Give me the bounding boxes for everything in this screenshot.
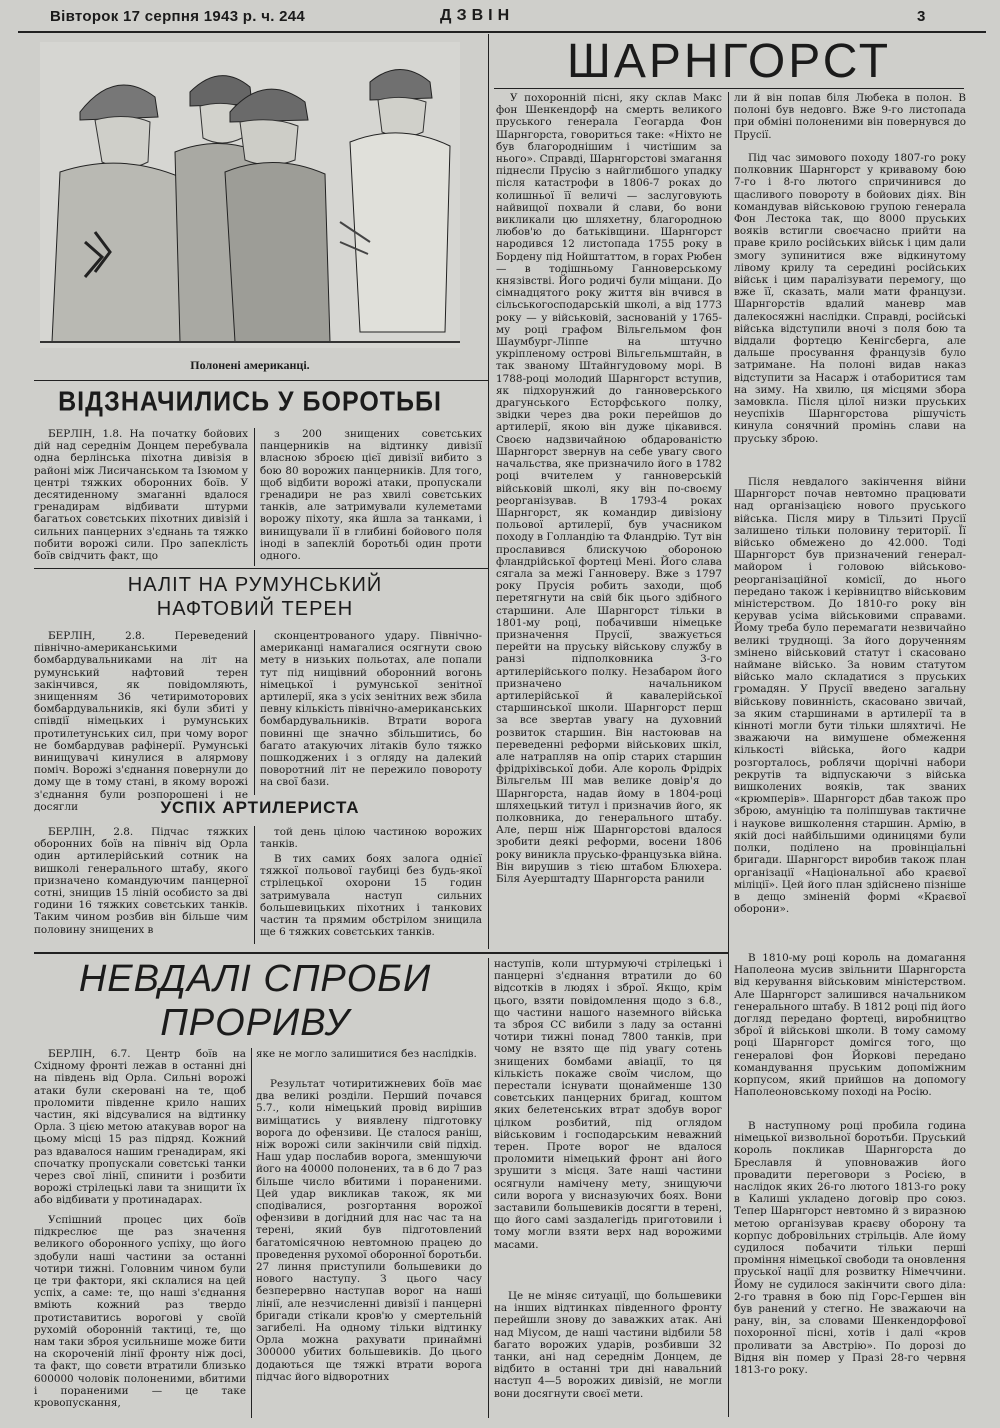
sharnhorst-col-1: У похоронній пісні, яку склав Макс фон Шенкендорф на смерть великого пруського генерала Геогарда Фон Шарнгорста, говориться таке: «Ніхто не був благороднішим і чистішим за нього». Справді, Шарнгорстові змагання піднесли Прусію з найглибшого упадку після катастрофи в 1806-7 роках до колишньої її величі — заслуговують найвищої похвали й слави, бо вони викликали цю шляхетну, благородною любов'ю до батьківщини. Шарнгорст народився 12 листопада 1755 року в Бордену під Нойштаттом, в горах Рюбен — в тодішньому Ганноверському князівстві. Його родичі були міщани. До сімнадцятого року життя він вчився в сільськогосподарській школі, а від 1773 року — у військовій, заснованій у 1765-му році графом Вільгельмом фон Шаумбург-Ліппе на штучно укріпленому острові Вільгельмштайн, в так званому Штайнгудовому морі. В 1788-році молодий Шарнгорст вступив, як підхорунжий до ганноверського драгунського Есторфського полку, звідки через два роки перейшов до артилерії, якою він дуже цікавився. Своєю надзвичайною обдарованістю Шарнгорст звернув на себе увагу свого начальства, яке призначило його в 1782 році вчителем у ганноверській військовій школі, яку він по-своєму реорганізував. В 1793-4 роках Шарнгорст, як командир дивізіону польової артилерії, був учасником походу в Голландію та Фландрію. Тут він прославився блискучою обороною фландрійської фортеці Мені. Його слава сягала за межі Ганноверу. Вже з 1797 року Прусія робить заходи, щоб перетягнути на свій бік цього здібного старшини. Але Шарнгорст тільки в 1801-му році, побачивши німецьке призначення Прусії, зважується перейти на пруську військову службу в ранзі підполковника 3-го артилерійського полку. Незабаром його призначено начальником артилерійської й кавалерійської старшинської школи. Шарнгорст перш за все звертав увагу на духовний розвиток старшин. Він настоював на переведенні реформи військових шкіл, але натрапляв на опір старих старшин фрідріхівської доби. Але король Фрідріх Вільгельм III мав велике довір'я до Шарнгорста, надав йому в 1804-році шляхецький титул і призначив його, як полковника, до генерального штабу. Але, перш ніж Шарнгорстові вдалося зробити деякі реформи, восени 1806 року виникла прусько-французька війна. Він вирушив з тією штабом Блюхера. Біля Ауерштадту Шарнгорста ранили [496,92,723,885]
article-1-rule [34,568,488,569]
bottom-section-rule [34,952,728,954]
breakthrough-col-2b: Результат чотиритижневих боїв має два великі розділи. Перший почався 5.7., коли німецький провід вирішив виміщатись у виявлену підготовку ворога до офензиви. Це сталося раніш, ніж ворожі сили закінчили свій підхід. Наш удар послабив ворога, зменшуючи його на 40000 полонених, та в 6 до 7 раз більше число вбитими і пораненими. Цей удар викликав також, як ми сподівалися, розгортання ворожої офензиви в догідний для нас час та на терені, який був підготовлений багатомісячною невтомною працею до проведення рухомої оборонної боротьби. 27 линня приступили большевики до нового наступу. З цього часу безперервно наступав ворог на наші лінії, але незчисленні дивізії і панцерні бригади стікали кров'ю у смертельній загибелі. На одному тільки відтинку Орла можна рахувати принаймні 300000 убитих большевиків. До цього додаються ще тяжкі втрати ворога підчас його відворотних [256,1078,482,1383]
sharnhorst-col-rule [728,92,729,1417]
sharnhorst-col-2d: В 1810-му році король на домагання Наполеона мусив звільнити Шарнгорста від керування військовим міністерством. Але Шарнгорст залишився начальником генерального штабу. В 1812 році під його догляд передано фортеці, виробництво зброї й військові школи. В тому самому році Шарнгорст домігся того, що генералові фон Йоркові передано командування пруським допоміжним корпусом, який прийшов на допомогу Наполеоновському поході на Росію. [734,952,966,1099]
article-3-title: УСПІХ АРТИЛЕРИСТА [160,798,360,817]
illustration-caption: Полонені американці. [190,358,310,372]
sharnhorst-title-rule [494,88,964,89]
article-2-title-line-2: НАФТОВИЙ ТЕРЕН [156,598,354,620]
illustration-rule [34,380,488,381]
newspaper-name: ДЗВІН [440,7,515,24]
article-2-col-2: сконцентрованого удару. Північно-американці намагалися осягнути свою мету в низьких польотах, але попали тут під нищівний оборонний вогонь німецької і румунської зенітної артилерії, яка з усіх зенітних веж збила певну кількість північно-американських бомбардувальників. Втрати ворога повинні ще значно збільшитись, бо багато атакуючих літаків було тяжко пошкоджених і з огляду на далекий поворотний літ не пережило повороту на свої бази. [260,630,482,789]
column-rule-top [488,34,489,949]
article-2-col-1: БЕРЛІН, 2.8. Переведений північно-американськими бомбардувальниками на літ на румунський нафтовий терен закінчився, як повідомляють, знищенням 36 четиримоторових бомбардувальників, які були збиті у співдії німецьких і румунських протилетунських сил, при чому ворог не бомбардував рафінерії. Румунські винищувачі кинулися в алярмову поміч. Ворожі з'єднання повернули до дому ще в тому стані, в якому ворожі з'єднання були розпорошені і не досягли [34,630,248,813]
breakthrough-col-2a: яке не могло залишитися без наслідків. [256,1048,477,1060]
article-1-col-1: БЕРЛІН, 1.8. На початку бойових дій над середнім Донцем перебувала одна берлінська піхотна дивізія в районі між Лисичанськом та Ізюмом у центрі тяжких оборонних боїв. У десятиденному змаганні вдалося гренадирам відбивати штурми багатьох совєтських піхотних дивізій і сильних панцерних з'єднань та тяжко побити ворожі сили. Про запеклість боїв свідчить факт, що [34,428,248,563]
issue-date: Вівторок 17 серпня 1943 р. ч. 244 [50,8,306,25]
breakthrough-col-rule-2 [488,958,489,1418]
masthead-rule [18,31,986,33]
breakthrough-title-line-1: НЕВДАЛІ СПРОБИ [78,958,432,1000]
soldiers-drawing [40,42,460,348]
breakthrough-title-line-2: ПРОРИВУ [160,1002,350,1044]
breakthrough-col-rule-1 [251,1048,252,1418]
breakthrough-col-3b: Це не міняє ситуації, що большевики на інших відтинках південного фронту перейшли знову до заважких атак. Ані над Міусом, де наші частини відбили 58 багато ворожих ударів, розбивши 32 танки, ані над середнім Донцем, де відбито в останні три дні навальний наступ 4—5 ворожих дивізій, не могли вони досягнути своєї мети. [494,1290,722,1400]
article-3-col-2a: той день цілою частиною ворожих танків. [260,826,482,851]
article-1-title: ВІДЗНАЧИЛИСЬ У БОРОТЬБІ [58,386,442,418]
sharnhorst-col-2e: В наступному році пробила година німецької визвольної боротьби. Пруський король покликав Шарнгорста до Бреславля й уповноважив його провадити переговори з Росією, в наслідок яких 26-го лютого 1813-го року в Калиші укладено договір про союз. Тепер Шарнгорст невтомно й з виразною метою організував краєву оборону та корпус добровільних стрільців. Але йому судилося побачити тільки перші проміння німецької свободи та оновлення пруської нації для розвитку Німеччини. Йому не судилося закінчити свого діла: 2-го травня в бою під Горс-Гершен він був ранений у стегно. Не зважаючи на рану, він, за словами Шенкендорфової похоронної пісні, хотів і далі «кров проливати за Австрію». По дорозі до Відня він помер у Празі 28-го червня 1813-го року. [734,1120,966,1377]
article-3-col-2b: В тих самих боях залога однієї тяжкої польової гаубиці без будь-якої стрілецької охорони 15 годин затримувала наступ сильних большевицьких піхотних і танкових частин та прямим обстрілом знищила ще 6 тяжких совєтських танків. [260,853,482,939]
sharnhorst-col-2c: Після невдалого закінчення війни Шарнгорст почав невтомно працювати над організацією нового пруського війська. Після миру в Тільзиті Прусії залишено тільки половину території. Її військо обмежено до 42.000. Тоді Шарнгорст був призначений генерал-майором і головою військово-реорганізаційної комісії, до нього передано також і керівництво військовим міністерством. До 1810-го року він керував усіма військовими справами. Йому треба було перемагати незвичайно великі труднощі. За його дорученням змінено військовий статут і скасовано наймане військо. За новим статутом військо мало складатися з пруських громадян. У Прусії введено загальну військову повинність, скасовано звичай, за яким старшинами в артилерії та в кінноті могли бути тільки шляхтичі. Не зважаючи на вимушене обмеження кількості війська, його кадри розгорталось, роблячи щорічні набори рекрутів та відпускаючи з війська вишколених вояків, так званих «крюмперів». Шарнгорст дбав також про зброю, амуніцію та поліпшував тактичне і наукове вишколення старшин. Армію, в якій досі найбільшими одиницями були полки, поділено на провінціальні бригади. Шарнгорст виробив також план організації «Національної або краєвої міліції». Цей його план здійснено пізніше в дещо зміненій формі «Краєвої оборони». [734,476,966,916]
breakthrough-col-3a: наступів, коли штурмуючі стрілецькі і панцерні з'єднання втратили до 60 відсотків в людях і зброї. Якщо, крім цього, взяти повідомлення щодо з 6.8., що частини нашого наземного війська та зброя СС вибили з ладу за останні чотири тижні понад 7800 танків, при чому не взято ще під увагу сотень знищених бомбами авіації, то ця кількість покаже своїм числом, що перестали існувати щонайменше 130 совєтських панцерних бригад, коштом яких белетенських втрат здобув ворог цілком розбитий, під оглядом військовим і господарським неважний терен. Проте ворог не вдалося проломити німецький фронт ані його зрушити з місця. Зате наші частини осягнули намічену мету, знищуючи сили ворога у висназуючих боях. Вони заставили большевиків досягти в терені, що його самі заздалегідь приготовили і тому могли взяти верх над ворожими масами. [494,958,722,1251]
sharnhorst-col-2a: ли й він попав біля Любека в полон. В полоні був недовго. Вже 9-го листопада при обміні полоненими він повернувся до Прусії. [734,92,966,141]
article-3-col-rule [254,826,255,944]
sharnhorst-title: ШАРНГОРСТ [566,35,892,88]
article-1-col-rule [254,428,255,566]
breakthrough-col-1b: Успішний процес цих боїв підкреслює ще раз значення великого оборонного успіху, що його здобули наші частини за останні чотири тижні. Головним чином були це три фактори, які склалися на цей успіх, а саме: те, що наші з'єднання вміють кожний раз твердо протиставитись ворогові у своїй рухомій оборонній тактиці, те, що нам таки зброя усильнише може бити на скороченій лінії фронту ніж досі, та факт, що совєти втратили близько 600000 чоловік полоненими, вбитими і пораненими — це таке кровопускання, [34,1214,246,1410]
article-2-col-rule [254,630,255,795]
sharnhorst-col-2b: Під час зимового походу 1807-го року полковник Шарнгорст у кривавому бою 7-го і 8-го лютого спричинився до щасливого повороту в бойових діях. Він командував військовою групою генерала Фон Лестока так, що 8000 пруських вояків встигли своєчасно прийти на праве крило російських військ і цим дали змогу зупинитися вже відкинутому лівому крилу та середині російських військ і цим паралізувати перемогу, що вже її, сказать, мали мати французи. Шарнгорстів вдалий маневр мав далекосяжні наслідки. Справді, російські війська відступили вночі з поля бою та віддали фортецю Кенігсберга, але дальше просування французів було затримане. На полоні видав наказ відступити за Насарж і отаборитися там на зиму. На хвилю, ця місцями збора замовкла. Після цілої низки пруських неуспіхів Шарнгорстова рішучість кинула сонячний промінь слави на пруську зброю. [734,152,966,445]
breakthrough-col-1a: БЕРЛІН, 6.7. Центр боїв на Східному фронті лежав в останні дні на південь від Орла. Сильні ворожі атаки були скеровані на те, щоб проломити південне крило наших частин, які відсувалися на відтинку Орла. З цією метою атакував ворог на цьому місці 15 раз підряд. Кожний раз вдавалося нашим гренадирам, які спочатку пропускали совєтські танки через свої лінії, спинити і розбити ворожі стрілецькі лави та знищити їх або відбивати у протинадарах. [34,1048,246,1207]
article-1-col-2: з 200 знищених совєтських панцерників на відтинку дивізії власною зброєю цієї дивізії вибито з бою 80 ворожих панцерників. Для того, щоб відбити ворожі атаки, пропускали гренадири не раз хвилі совєтських танків, але затримували кулеметами ворожу піхоту, яка йшла за танками, і винищували її в глибині бойового поля іноді в запеклій боротьбі один проти одного. [260,428,482,563]
prisoners-illustration [40,42,460,348]
page-number: 3 [917,8,926,25]
article-2-title-line-1: НАЛІТ НА РУМУНСЬКИЙ [127,574,383,596]
article-3-col-1: БЕРЛІН, 2.8. Підчас тяжких оборонних боїв на північ від Орла один артилерійський сотник на вишколі генерального штабу, якого призначено командуючим панцерної сотні, знищив 15 ліній особисто за дві години 16 тяжких совєтських танків. Таким чином розбив він більше чим половину знищених в [34,826,248,936]
